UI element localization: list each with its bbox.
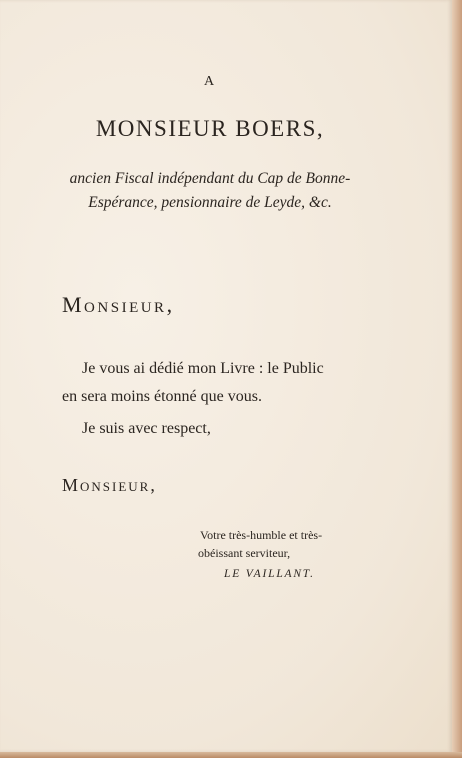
- body-line-2: en sera moins étonné que vous.: [62, 388, 262, 405]
- closing-line-1: Votre très-humble et très-: [200, 528, 323, 542]
- body-line-1: Je vous ai dédié mon Livre : le Public: [82, 360, 324, 377]
- salutation-repeat: Monsieur,: [62, 475, 157, 495]
- page-edge: [452, 0, 462, 758]
- body-line-3: Je suis avec respect,: [82, 420, 211, 437]
- dedication-a: A: [203, 74, 217, 89]
- dedicatee-description-line-1: ancien Fiscal indépendant du Cap de Bonne-: [69, 170, 351, 187]
- page-bottom-edge: [0, 752, 462, 758]
- dedicatee-description-line-2: Espérance, pensionnaire de Leyde, &c.: [88, 194, 332, 211]
- closing-line-2: obéissant serviteur,: [198, 546, 291, 560]
- salutation: Monsieur,: [62, 292, 175, 317]
- signature: LE VAILLANT.: [224, 568, 315, 580]
- dedicatee-name: MONSIEUR BOERS,: [95, 116, 325, 141]
